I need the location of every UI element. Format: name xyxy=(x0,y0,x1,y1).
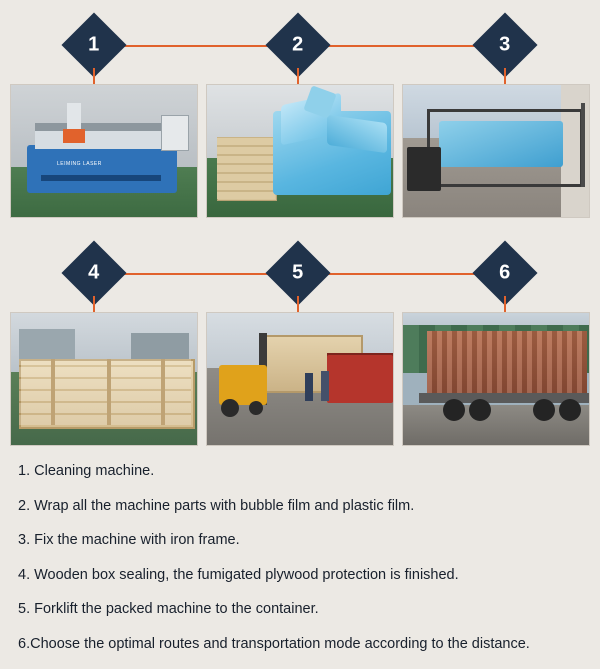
crate-brace-2 xyxy=(107,359,111,425)
caption-item-1: 1. Cleaning machine. xyxy=(18,463,155,479)
wrapped-machine-in-frame xyxy=(439,121,563,167)
crate-planks xyxy=(19,359,191,425)
step-number-2: 2 xyxy=(292,34,304,56)
photo-wrapped-parts xyxy=(206,84,394,218)
loading-truck xyxy=(407,147,441,191)
photo-forklift-loading xyxy=(206,312,394,446)
machine-table xyxy=(35,131,171,149)
step-badges-2 xyxy=(0,228,600,320)
worker-1 xyxy=(305,373,313,401)
machine-brand-label: LEIMING LASER xyxy=(57,161,102,167)
step-badges-1 xyxy=(0,0,600,92)
machine-rail xyxy=(35,123,171,131)
laser-machine-body xyxy=(27,145,177,193)
trailer-wheel-3 xyxy=(533,399,555,421)
photo-wooden-box-sealing xyxy=(10,312,198,446)
step-stem-6 xyxy=(504,296,506,312)
caption-item-2: 2. Wrap all the machine parts with bubble film and plastic film. xyxy=(18,497,415,514)
crate-brace-1 xyxy=(51,359,55,425)
step-stem-1 xyxy=(93,68,95,84)
step-number-5: 5 xyxy=(292,262,304,284)
photos-row-2 xyxy=(0,312,600,446)
caption-item-5: 5. Forklift the packed machine to the container. xyxy=(18,601,319,618)
steps-row-1 xyxy=(0,0,600,222)
pallet-planks xyxy=(217,137,275,199)
step-stem-3 xyxy=(504,68,506,84)
trailer-wheel-2 xyxy=(469,399,491,421)
steps-row-2 xyxy=(0,228,600,450)
photos-row-1 xyxy=(0,84,600,218)
worker-2 xyxy=(321,371,329,401)
machine-control-panel xyxy=(161,115,189,151)
caption-item-6: 6.Choose the optimal routes and transportation mode according to the distance. xyxy=(18,635,530,652)
caption-list xyxy=(0,452,600,669)
step-number-3: 3 xyxy=(499,34,511,56)
photo-container-transport xyxy=(402,312,590,446)
trailer-wheel-4 xyxy=(559,399,581,421)
step-stem-5 xyxy=(297,296,299,312)
trailer-wheel-1 xyxy=(443,399,465,421)
machine-front-strip xyxy=(41,175,161,181)
step-stem-4 xyxy=(93,296,95,312)
laser-cutting-head xyxy=(63,129,85,143)
yard-pole xyxy=(581,103,585,187)
caption-item-3: 3. Fix the machine with iron frame. xyxy=(18,532,240,549)
step-number-1: 1 xyxy=(88,34,100,56)
forklift-wheel-front xyxy=(221,399,239,417)
red-truck xyxy=(327,355,393,403)
step-stem-2 xyxy=(297,68,299,84)
step-number-4: 4 xyxy=(88,262,100,284)
container-corrugation xyxy=(427,331,587,393)
forklift-wheel-rear xyxy=(249,401,263,415)
crate-brace-3 xyxy=(161,359,165,425)
photo-iron-frame-fixing xyxy=(402,84,590,218)
step-number-6: 6 xyxy=(499,262,511,284)
photo-cleaning-machine xyxy=(10,84,198,218)
caption-item-4: 4. Wooden box sealing, the fumigated plywood protection is finished. xyxy=(18,566,459,583)
